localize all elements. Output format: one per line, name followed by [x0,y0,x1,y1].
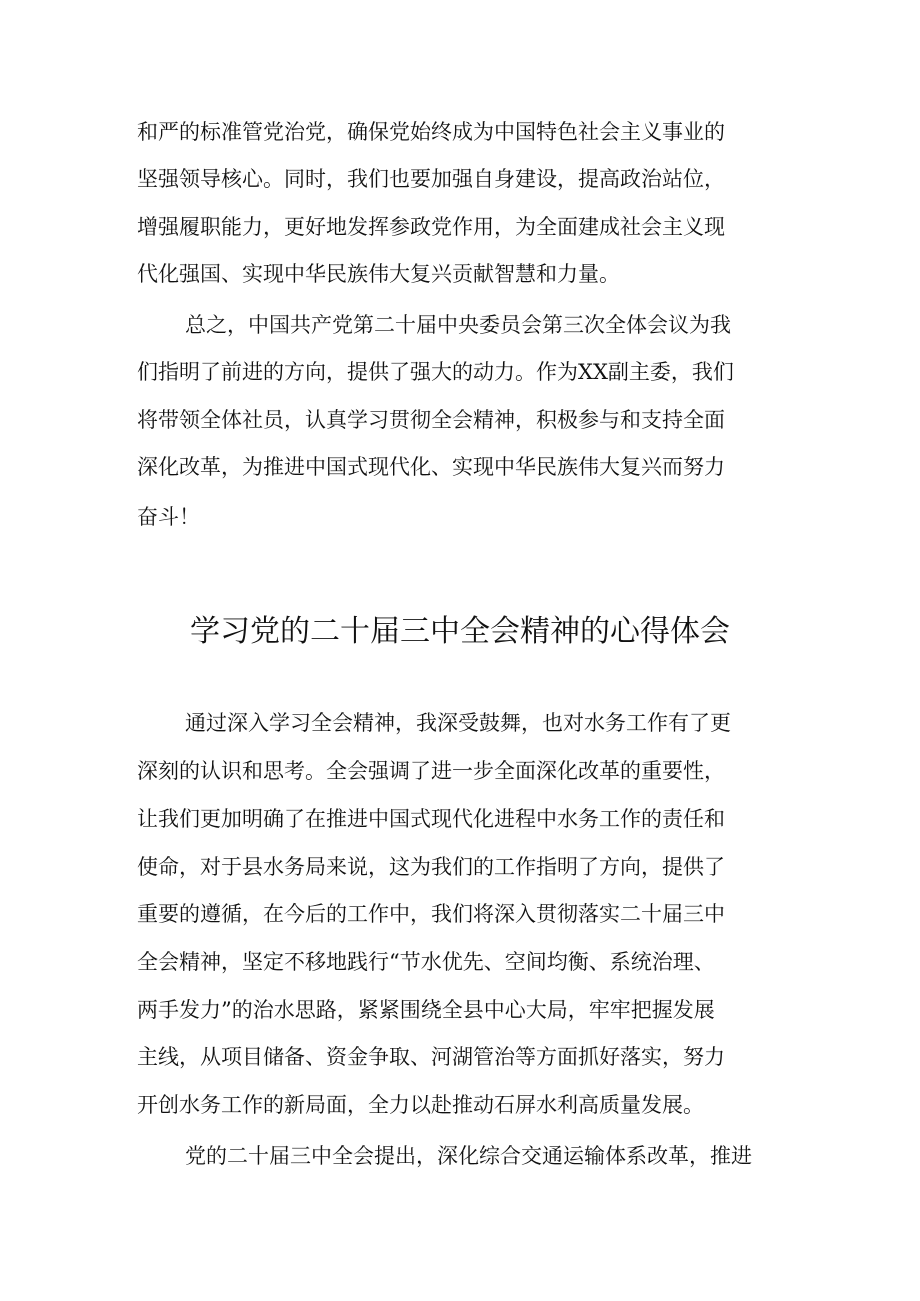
text-line: 代化强国、实现中华民族伟大复兴贡献智慧和力量。 [137,262,620,286]
text-line: 两手发力”的治水思路，紧紧围绕全县中心大局，牢牢把握发展 [137,998,715,1022]
text-line: 坚强领导核心。同时，我们也要加强自身建设，提高政治站位， [137,167,725,191]
text-line: 们指明了前进的方向，提供了强大的动力。作为XX副主委，我们 [137,360,734,384]
text-line: 将带领全体社员，认真学习贯彻全会精神，积极参与和支持全面 [137,408,725,432]
text-line: 全会精神，坚定不移地践行“节水优先、空间均衡、系统治理、 [137,950,715,974]
text-line: 深化改革，为推进中国式现代化、实现中华民族伟大复兴而努力 [137,455,725,479]
text-line: 重要的遵循，在今后的工作中，我们将深入贯彻落实二十届三中 [137,902,725,926]
text-line: 和严的标准管党治党，确保党始终成为中国特色社会主义事业的 [137,120,725,144]
text-line: 通过深入学习全会精神，我深受鼓舞，也对水务工作有了更 [185,711,731,735]
text-line: 增强履职能力，更好地发挥参政党作用，为全面建成社会主义现 [137,215,725,239]
text-line: 使命，对于县水务局来说，这为我们的工作指明了方向，提供了 [137,855,725,879]
text-line: 让我们更加明确了在推进中国式现代化进程中水务工作的责任和 [137,807,725,831]
text-line: 奋斗！ [137,505,200,529]
text-line: 主线，从项目储备、资金争取、河湖管治等方面抓好落实，努力 [137,1045,725,1069]
document-title: 学习党的二十届三中全会精神的心得体会 [190,614,730,649]
text-line: 党的二十届三中全会提出，深化综合交通运输体系改革，推进 [185,1144,752,1168]
text-line: 开创水务工作的新局面，全力以赴推动石屏水利高质量发展。 [137,1093,704,1117]
text-line: 深刻的认识和思考。全会强调了进一步全面深化改革的重要性， [137,759,725,783]
text-line: 总之，中国共产党第二十届中央委员会第三次全体会议为我 [185,313,731,337]
